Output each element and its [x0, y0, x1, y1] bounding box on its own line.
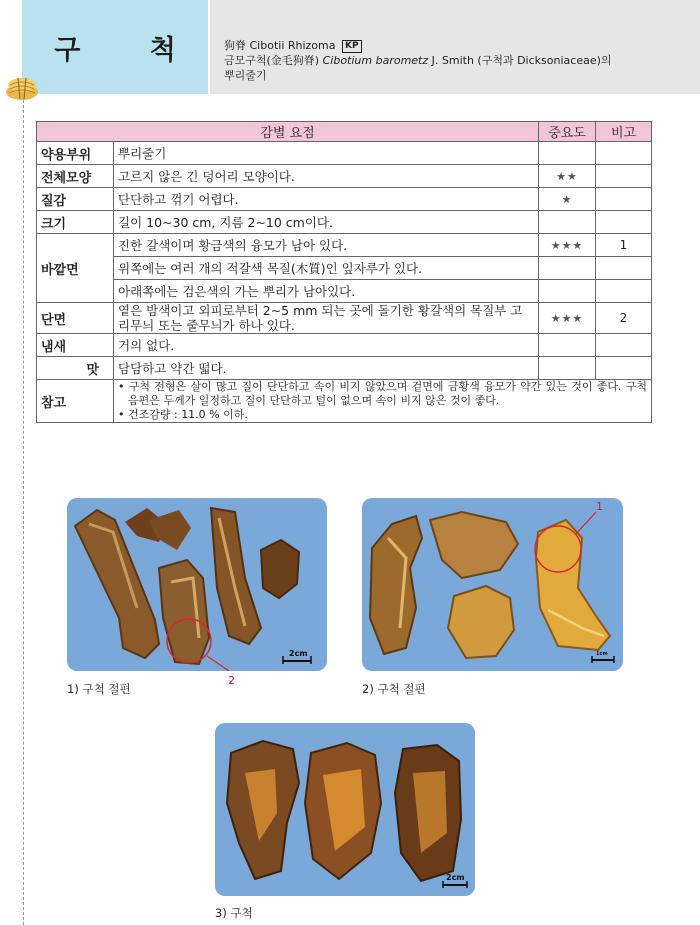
row-text: 진한 갈색이며 황금색의 융모가 남아 있다. — [114, 234, 539, 257]
col-header-main: 감별 요점 — [37, 122, 539, 142]
reference-bullet: • 구척 전형은 살이 많고 질이 단단하고 속이 비지 않았으며 겉면에 금황색 융모가 약간 있는 것이 좋다. 구척 음편은 두께가 일정하고 질이 단단하고 털이 없으며 속이 비지 않은 것이 좋다. — [118, 380, 647, 407]
table-row — [37, 380, 652, 423]
row-note — [596, 165, 652, 188]
row-label: 냄새 — [37, 334, 114, 357]
figure-caption: 3) 구척 — [215, 906, 253, 920]
scale-label: 1cm — [596, 651, 608, 657]
scale-label: 2cm — [446, 873, 465, 882]
table-row — [37, 165, 652, 188]
specimen-image — [362, 498, 623, 671]
row-importance — [539, 257, 596, 280]
origin-species: Cibotium barometz — [322, 54, 429, 67]
row-importance — [539, 211, 596, 234]
table-header-row — [37, 122, 652, 142]
row-importance: ★ — [539, 188, 596, 211]
row-note: 2 — [596, 303, 652, 334]
reference-text — [114, 380, 652, 423]
table-row — [37, 303, 652, 334]
figure-caption: 1) 구척 절편 — [67, 682, 131, 696]
row-note — [596, 188, 652, 211]
table-row — [37, 188, 652, 211]
col-header-importance: 중요도 — [539, 122, 596, 142]
marker-label: 1 — [596, 500, 603, 513]
row-text: 거의 없다. — [114, 334, 539, 357]
origin-part: 뿌리줄기 — [224, 69, 267, 82]
latin-name: 狗脊 Cibotii Rhizoma — [224, 39, 336, 52]
row-text: 아래쪽에는 검은색의 가는 뿌리가 남아있다. — [114, 280, 539, 303]
row-text: 단단하고 꺾기 어렵다. — [114, 188, 539, 211]
table-row — [37, 257, 652, 280]
row-importance — [539, 334, 596, 357]
row-label: 바깥면 — [37, 234, 114, 303]
row-note — [596, 334, 652, 357]
row-label: 전체모양 — [37, 165, 114, 188]
row-text: 고르지 않은 긴 덩어리 모양이다. — [114, 165, 539, 188]
row-label: 크기 — [37, 211, 114, 234]
row-label: 약용부위 — [37, 142, 114, 165]
row-note — [596, 211, 652, 234]
row-importance — [539, 280, 596, 303]
specimen-image — [67, 498, 327, 671]
kp-badge: KP — [342, 40, 362, 53]
origin-line — [224, 53, 700, 68]
figure-caption: 2) 구척 절편 — [362, 682, 426, 696]
photo-sliced-rhizome-2 — [362, 498, 623, 671]
row-importance: ★★ — [539, 165, 596, 188]
row-note — [596, 257, 652, 280]
table-row — [37, 334, 652, 357]
table-row — [37, 142, 652, 165]
marker-label: 2 — [228, 674, 235, 687]
photo-whole-rhizome — [215, 723, 475, 896]
identification-table — [36, 121, 652, 423]
row-importance: ★★★ — [539, 303, 596, 334]
margin-dashed-line — [23, 95, 24, 925]
row-text: 위쪽에는 여러 개의 적갈색 목질(木質)인 잎자루가 있다. — [114, 257, 539, 280]
row-text: 담담하고 약간 떫다. — [114, 357, 539, 380]
title-box — [22, 0, 208, 94]
row-label: 맛 — [37, 357, 114, 380]
row-importance: ★★★ — [539, 234, 596, 257]
page-title: 구 척 — [54, 34, 206, 66]
table-row — [37, 211, 652, 234]
header-info — [210, 0, 700, 94]
table-row — [37, 234, 652, 257]
row-text: 옅은 밤색이고 외피로부터 2∼5 mm 되는 곳에 돌기한 황갈색의 목질부 고리무늬 또는 줄무늬가 하나 있다. — [114, 303, 539, 334]
row-note: 1 — [596, 234, 652, 257]
latin-name-line — [224, 38, 700, 53]
herb-bundle-icon — [4, 72, 40, 102]
col-header-note: 비고 — [596, 122, 652, 142]
photo-sliced-rhizome-1 — [67, 498, 327, 671]
row-label: 질감 — [37, 188, 114, 211]
origin-prefix: 금모구척(金毛狗脊) — [224, 54, 323, 67]
table-row — [37, 280, 652, 303]
row-importance — [539, 142, 596, 165]
origin-suffix: J. Smith (구척과 Dicksoniaceae)의 — [428, 54, 612, 67]
row-note — [596, 142, 652, 165]
specimen-image — [215, 723, 475, 896]
row-label: 단면 — [37, 303, 114, 334]
row-note — [596, 357, 652, 380]
row-text: 길이 10∼30 cm, 지름 2∼10 cm이다. — [114, 211, 539, 234]
row-text: 뿌리줄기 — [114, 142, 539, 165]
reference-bullet: • 건조감량 : 11.0 % 이하. — [118, 408, 248, 421]
row-importance — [539, 357, 596, 380]
row-label: 참고 — [37, 380, 114, 423]
table-row — [37, 357, 652, 380]
scale-label: 2cm — [289, 649, 308, 658]
row-note — [596, 280, 652, 303]
